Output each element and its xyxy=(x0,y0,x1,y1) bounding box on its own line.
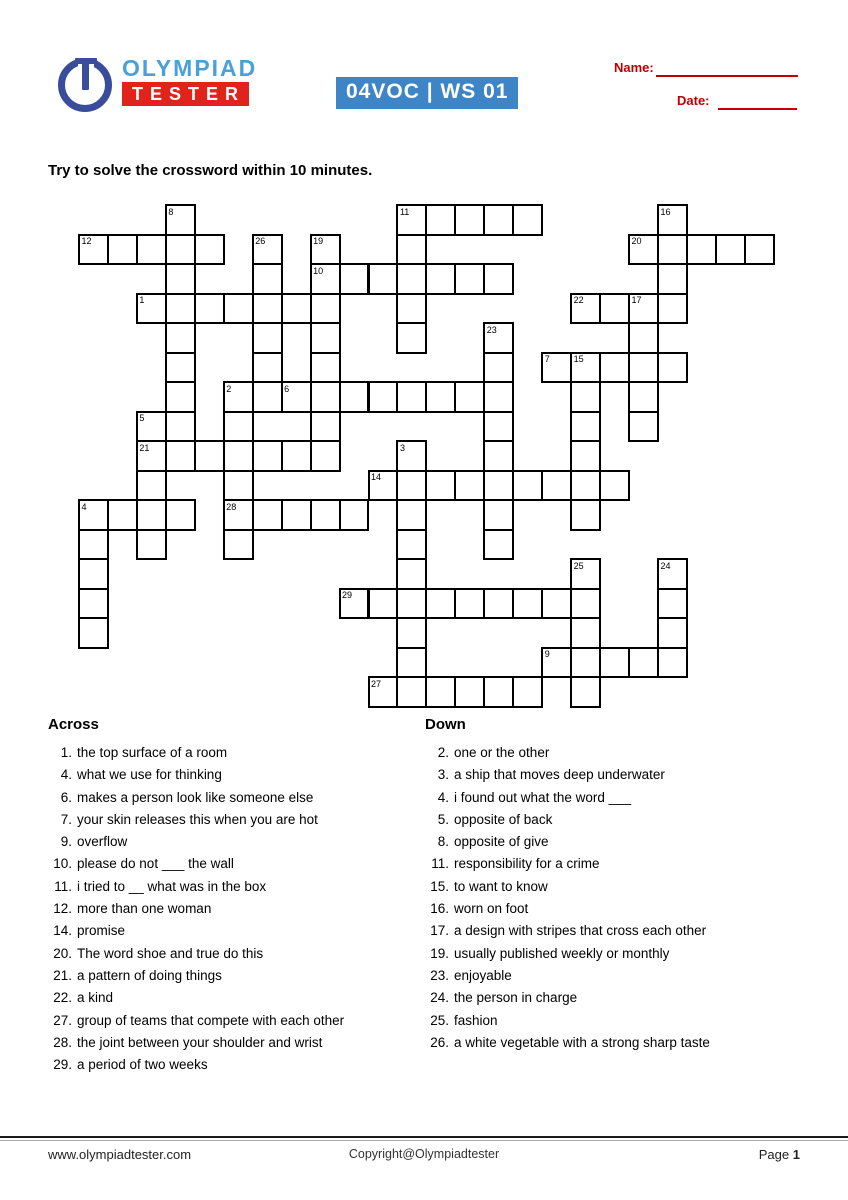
grid-cell-r15c18[interactable] xyxy=(599,647,630,679)
grid-number-23: 23 xyxy=(486,324,497,335)
grid-cell-r5c19[interactable] xyxy=(628,352,659,384)
grid-number-27: 27 xyxy=(371,678,382,689)
grid-cell-r6c3[interactable] xyxy=(165,381,196,413)
grid-cell-r6c9[interactable] xyxy=(339,381,370,413)
grid-cell-r14c20[interactable] xyxy=(657,617,688,649)
grid-cell-r9c5[interactable] xyxy=(223,470,254,502)
clue-number: 1. xyxy=(60,745,72,760)
grid-cell-r7c8[interactable] xyxy=(310,411,341,443)
clue-down-3 xyxy=(425,764,825,786)
grid-cell-r15c16[interactable] xyxy=(541,647,572,679)
clue-text: more than one woman xyxy=(77,901,212,917)
logo-olympiad-text: OLYMPIAD xyxy=(122,55,258,81)
grid-cell-r8c14[interactable] xyxy=(483,440,514,472)
grid-cell-r2c12[interactable] xyxy=(425,263,456,295)
grid-number-20: 20 xyxy=(631,236,642,246)
grid-cell-r4c3[interactable] xyxy=(165,322,196,354)
grid-cell-r3c6[interactable] xyxy=(252,293,283,325)
grid-cell-r8c8[interactable] xyxy=(310,440,341,472)
footer-page-number: Page 1 xyxy=(758,1147,800,1162)
grid-cell-r3c2[interactable] xyxy=(136,293,167,325)
clue-down-19 xyxy=(425,943,825,965)
clue-number: 29. xyxy=(53,1057,72,1073)
clue-text: responsibility for a crime xyxy=(454,856,600,872)
clue-text: what we use for thinking xyxy=(77,767,222,783)
grid-cell-r16c13[interactable] xyxy=(454,676,485,708)
clue-down-2 xyxy=(425,742,825,764)
grid-number-6: 6 xyxy=(284,383,290,394)
grid-cell-r12c20[interactable] xyxy=(657,558,688,590)
grid-cell-r5c8[interactable] xyxy=(310,352,341,384)
grid-cell-r3c5[interactable] xyxy=(223,293,254,325)
grid-cell-r12c11[interactable] xyxy=(396,558,427,590)
clue-down-4 xyxy=(425,787,825,809)
grid-cell-r7c3[interactable] xyxy=(165,411,196,443)
clue-number: 23. xyxy=(430,967,449,983)
clue-number: 6. xyxy=(60,789,72,805)
clue-text: opposite of back xyxy=(454,811,553,827)
grid-cell-r9c18[interactable] xyxy=(599,470,630,502)
grid-cell-r16c17[interactable] xyxy=(570,676,601,708)
grid-cell-r8c11[interactable] xyxy=(396,440,427,472)
grid-cell-r3c3[interactable] xyxy=(165,293,196,325)
grid-cell-r6c17[interactable] xyxy=(570,381,601,413)
instruction-text: Try to solve the crossword within 10 minutes. xyxy=(48,162,373,179)
clue-across-9 xyxy=(48,831,418,853)
grid-number-11: 11 xyxy=(399,206,410,217)
grid-cell-r10c9[interactable] xyxy=(339,499,370,531)
clue-number: 4. xyxy=(437,789,449,805)
clue-number: 11. xyxy=(431,856,449,872)
grid-cell-r8c3[interactable] xyxy=(165,440,196,472)
grid-cell-r14c0[interactable] xyxy=(78,617,109,649)
grid-cell-r3c20[interactable] xyxy=(657,293,688,325)
clue-number: 9. xyxy=(60,834,72,850)
grid-cell-r12c17[interactable] xyxy=(570,558,601,590)
grid-cell-r2c14[interactable] xyxy=(483,263,514,295)
grid-cell-r16c12[interactable] xyxy=(425,676,456,708)
grid-cell-r15c11[interactable] xyxy=(396,647,427,679)
grid-number-10: 10 xyxy=(313,265,324,276)
clue-text: i tried to __ what was in the box xyxy=(77,878,267,894)
grid-cell-r10c0[interactable] xyxy=(78,499,109,531)
clue-down-15 xyxy=(425,876,825,898)
worksheet-title-badge: 04VOC | WS 01 xyxy=(336,77,518,109)
grid-cell-r9c10[interactable] xyxy=(368,470,399,502)
grid-cell-r13c13[interactable] xyxy=(454,588,485,620)
grid-number-17: 17 xyxy=(631,295,642,305)
clue-text: The word shoe and true do this xyxy=(77,945,264,961)
grid-cell-r12c0[interactable] xyxy=(78,558,109,590)
olympiadtester-logo xyxy=(58,56,288,116)
clue-text: to want to know xyxy=(454,878,548,894)
grid-cell-r0c20[interactable] xyxy=(657,204,688,236)
grid-cell-r1c22[interactable] xyxy=(715,234,746,266)
grid-cell-r10c1[interactable] xyxy=(107,499,138,531)
grid-cell-r6c5[interactable] xyxy=(223,381,254,413)
clue-text: a period of two weeks xyxy=(77,1057,208,1073)
grid-number-16: 16 xyxy=(660,206,671,217)
grid-cell-r4c8[interactable] xyxy=(310,322,341,354)
grid-cell-r13c14[interactable] xyxy=(483,588,514,620)
clue-number: 14. xyxy=(53,923,72,939)
grid-cell-r16c15[interactable] xyxy=(512,676,543,708)
clue-across-7 xyxy=(48,809,418,831)
grid-cell-r4c19[interactable] xyxy=(628,322,659,354)
grid-cell-r5c6[interactable] xyxy=(252,352,283,384)
grid-cell-r4c6[interactable] xyxy=(252,322,283,354)
clue-number: 11. xyxy=(54,878,72,894)
grid-cell-r6c12[interactable] xyxy=(425,381,456,413)
clue-down-25 xyxy=(425,1010,825,1032)
grid-cell-r8c6[interactable] xyxy=(252,440,283,472)
clue-across-21 xyxy=(48,965,418,987)
clue-across-1 xyxy=(48,742,418,764)
grid-cell-r13c9[interactable] xyxy=(339,588,370,620)
clue-text: worn on foot xyxy=(454,901,529,917)
grid-number-15: 15 xyxy=(573,354,584,364)
grid-cell-r13c0[interactable] xyxy=(78,588,109,620)
clue-number: 17. xyxy=(430,923,449,939)
clue-text: overflow xyxy=(77,834,128,850)
clue-number: 26. xyxy=(430,1034,449,1050)
date-input-line[interactable] xyxy=(718,108,797,110)
grid-cell-r10c8[interactable] xyxy=(310,499,341,531)
grid-cell-r1c19[interactable] xyxy=(628,234,659,266)
logo-text xyxy=(122,56,257,106)
grid-number-24: 24 xyxy=(660,560,671,571)
grid-cell-r13c17[interactable] xyxy=(570,588,601,620)
clue-text: the person in charge xyxy=(454,990,578,1006)
grid-cell-r10c5[interactable] xyxy=(223,499,254,531)
grid-cell-r9c12[interactable] xyxy=(425,470,456,502)
grid-cell-r10c3[interactable] xyxy=(165,499,196,531)
grid-cell-r16c11[interactable] xyxy=(396,676,427,708)
grid-cell-r5c14[interactable] xyxy=(483,352,514,384)
grid-cell-r10c14[interactable] xyxy=(483,499,514,531)
grid-cell-r15c17[interactable] xyxy=(570,647,601,679)
clue-across-29 xyxy=(48,1054,418,1076)
clue-across-28 xyxy=(48,1032,418,1054)
grid-cell-r0c15[interactable] xyxy=(512,204,543,236)
grid-cell-r8c5[interactable] xyxy=(223,440,254,472)
grid-number-1: 1 xyxy=(139,295,145,305)
grid-cell-r1c4[interactable] xyxy=(194,234,225,266)
clue-down-8 xyxy=(425,831,825,853)
clue-across-20 xyxy=(48,943,418,965)
grid-cell-r0c3[interactable] xyxy=(165,204,196,236)
logo-t-icon-stem xyxy=(82,58,89,90)
grid-cell-r10c11[interactable] xyxy=(396,499,427,531)
clue-text: opposite of give xyxy=(454,834,549,850)
grid-cell-r5c18[interactable] xyxy=(599,352,630,384)
grid-cell-r1c6[interactable] xyxy=(252,234,283,266)
grid-cell-r8c17[interactable] xyxy=(570,440,601,472)
grid-cell-r11c14[interactable] xyxy=(483,529,514,561)
grid-cell-r10c17[interactable] xyxy=(570,499,601,531)
clue-number: 25. xyxy=(430,1012,449,1028)
footer-copyright: Copyright@Olympiadtester xyxy=(348,1147,500,1161)
clue-number: 3. xyxy=(437,767,449,783)
grid-cell-r3c18[interactable] xyxy=(599,293,630,325)
grid-cell-r1c1[interactable] xyxy=(107,234,138,266)
clue-text: i found out what the word ___ xyxy=(454,789,632,805)
grid-cell-r1c0[interactable] xyxy=(78,234,109,266)
clue-number: 4. xyxy=(60,767,72,783)
grid-cell-r9c11[interactable] xyxy=(396,470,427,502)
grid-number-3: 3 xyxy=(399,442,405,453)
grid-cell-r16c10[interactable] xyxy=(368,676,399,708)
grid-number-28: 28 xyxy=(226,501,237,512)
grid-cell-r1c2[interactable] xyxy=(136,234,167,266)
clue-number: 5. xyxy=(437,811,449,827)
grid-cell-r14c11[interactable] xyxy=(396,617,427,649)
clue-number: 20. xyxy=(53,945,72,961)
name-label: Name: xyxy=(614,60,654,75)
grid-number-14: 14 xyxy=(371,472,382,482)
grid-cell-r10c6[interactable] xyxy=(252,499,283,531)
grid-cell-r2c9[interactable] xyxy=(339,263,370,295)
clue-text: makes a person look like someone else xyxy=(77,789,314,805)
across-clue-list xyxy=(48,742,418,1076)
grid-number-26: 26 xyxy=(255,236,266,246)
grid-cell-r2c13[interactable] xyxy=(454,263,485,295)
clue-number: 19. xyxy=(430,945,449,961)
clue-text: a kind xyxy=(77,990,114,1006)
clue-across-14 xyxy=(48,920,418,942)
grid-cell-r2c20[interactable] xyxy=(657,263,688,295)
footer-rule xyxy=(0,1136,848,1138)
clue-number: 8. xyxy=(437,834,449,850)
clue-number: 2. xyxy=(437,745,449,760)
clue-text: enjoyable xyxy=(454,967,512,983)
grid-cell-r9c17[interactable] xyxy=(570,470,601,502)
grid-cell-r1c3[interactable] xyxy=(165,234,196,266)
clue-down-5 xyxy=(425,809,825,831)
grid-cell-r6c10[interactable] xyxy=(368,381,399,413)
clue-down-16 xyxy=(425,898,825,920)
grid-cell-r13c20[interactable] xyxy=(657,588,688,620)
clue-text: the joint between your shoulder and wrist xyxy=(77,1034,323,1050)
grid-cell-r2c8[interactable] xyxy=(310,263,341,295)
grid-number-9: 9 xyxy=(544,649,550,659)
clue-text: a ship that moves deep underwater xyxy=(454,767,665,783)
grid-cell-r0c11[interactable] xyxy=(396,204,427,236)
grid-number-25: 25 xyxy=(573,560,584,571)
clue-number: 24. xyxy=(430,990,449,1006)
grid-cell-r16c14[interactable] xyxy=(483,676,514,708)
grid-cell-r1c20[interactable] xyxy=(657,234,688,266)
grid-cell-r3c19[interactable] xyxy=(628,293,659,325)
grid-cell-r14c17[interactable] xyxy=(570,617,601,649)
grid-cell-r3c7[interactable] xyxy=(281,293,312,325)
clue-text: please do not ___ the wall xyxy=(77,856,234,872)
clue-number: 10. xyxy=(53,856,72,872)
grid-cell-r2c10[interactable] xyxy=(368,263,399,295)
grid-cell-r8c2[interactable] xyxy=(136,440,167,472)
clue-number: 7. xyxy=(60,811,72,827)
clue-text: group of teams that compete with each other xyxy=(77,1012,345,1028)
grid-cell-r6c11[interactable] xyxy=(396,381,427,413)
grid-cell-r2c3[interactable] xyxy=(165,263,196,295)
grid-cell-r5c20[interactable] xyxy=(657,352,688,384)
clue-number: 16. xyxy=(430,901,449,917)
grid-cell-r6c6[interactable] xyxy=(252,381,283,413)
logo-tester-text: TESTER xyxy=(122,82,249,106)
grid-cell-r8c7[interactable] xyxy=(281,440,312,472)
clue-across-6 xyxy=(48,787,418,809)
clue-number: 28. xyxy=(53,1034,72,1050)
clue-number: 15. xyxy=(430,878,449,894)
grid-cell-r15c20[interactable] xyxy=(657,647,688,679)
clue-text: a white vegetable with a strong sharp taste xyxy=(454,1034,710,1050)
grid-number-21: 21 xyxy=(139,442,150,453)
down-heading: Down xyxy=(425,716,466,733)
clue-down-23 xyxy=(425,965,825,987)
grid-cell-r8c4[interactable] xyxy=(194,440,225,472)
clue-down-17 xyxy=(425,920,825,942)
grid-cell-r13c12[interactable] xyxy=(425,588,456,620)
grid-cell-r9c15[interactable] xyxy=(512,470,543,502)
grid-cell-r1c11[interactable] xyxy=(396,234,427,266)
grid-number-22: 22 xyxy=(573,295,584,305)
clue-down-24 xyxy=(425,987,825,1009)
grid-cell-r11c5[interactable] xyxy=(223,529,254,561)
clue-text: usually published weekly or monthly xyxy=(454,945,670,961)
grid-cell-r11c0[interactable] xyxy=(78,529,109,561)
grid-cell-r5c3[interactable] xyxy=(165,352,196,384)
grid-cell-r6c19[interactable] xyxy=(628,381,659,413)
grid-cell-r6c13[interactable] xyxy=(454,381,485,413)
grid-cell-r7c17[interactable] xyxy=(570,411,601,443)
grid-cell-r1c23[interactable] xyxy=(744,234,775,266)
grid-cell-r1c21[interactable] xyxy=(686,234,717,266)
clue-text: a pattern of doing things xyxy=(77,967,222,983)
clue-text: promise xyxy=(77,923,126,939)
clue-text: one or the other xyxy=(454,745,550,760)
clue-across-4 xyxy=(48,764,418,786)
grid-cell-r5c16[interactable] xyxy=(541,352,572,384)
clue-number: 21. xyxy=(53,967,72,983)
grid-cell-r3c17[interactable] xyxy=(570,293,601,325)
clue-down-11 xyxy=(425,853,825,875)
grid-number-4: 4 xyxy=(81,501,87,512)
grid-cell-r7c2[interactable] xyxy=(136,411,167,443)
clue-across-27 xyxy=(48,1010,418,1032)
grid-cell-r5c17[interactable] xyxy=(570,352,601,384)
grid-cell-r4c14[interactable] xyxy=(483,322,514,354)
grid-cell-r7c14[interactable] xyxy=(483,411,514,443)
clue-across-22 xyxy=(48,987,418,1009)
grid-number-2: 2 xyxy=(226,383,232,394)
grid-cell-r2c6[interactable] xyxy=(252,263,283,295)
grid-cell-r0c14[interactable] xyxy=(483,204,514,236)
grid-cell-r13c16[interactable] xyxy=(541,588,572,620)
grid-cell-r7c5[interactable] xyxy=(223,411,254,443)
grid-cell-r11c2[interactable] xyxy=(136,529,167,561)
grid-cell-r9c13[interactable] xyxy=(454,470,485,502)
grid-cell-r10c2[interactable] xyxy=(136,499,167,531)
clue-number: 12. xyxy=(53,901,72,917)
grid-cell-r10c7[interactable] xyxy=(281,499,312,531)
down-clue-list xyxy=(425,742,825,1054)
grid-cell-r3c8[interactable] xyxy=(310,293,341,325)
grid-cell-r6c7[interactable] xyxy=(281,381,312,413)
grid-number-7: 7 xyxy=(544,354,550,364)
clue-text: your skin releases this when you are hot xyxy=(77,811,318,827)
grid-cell-r3c11[interactable] xyxy=(396,293,427,325)
grid-cell-r15c19[interactable] xyxy=(628,647,659,679)
footer-website: www.olympiadtester.com xyxy=(48,1147,192,1162)
across-heading: Across xyxy=(48,716,99,733)
clue-text: a design with stripes that cross each other xyxy=(454,923,707,939)
date-label: Date: xyxy=(677,93,710,108)
grid-number-8: 8 xyxy=(168,206,174,217)
grid-cell-r2c11[interactable] xyxy=(396,263,427,295)
clue-number: 27. xyxy=(53,1012,72,1028)
grid-number-29: 29 xyxy=(342,590,353,600)
grid-cell-r9c2[interactable] xyxy=(136,470,167,502)
grid-cell-r3c4[interactable] xyxy=(194,293,225,325)
grid-cell-r13c10[interactable] xyxy=(368,588,399,620)
grid-cell-r6c14[interactable] xyxy=(483,381,514,413)
grid-cell-r9c16[interactable] xyxy=(541,470,572,502)
footer-rule-thin xyxy=(0,1140,848,1141)
grid-cell-r7c19[interactable] xyxy=(628,411,659,443)
name-input-line[interactable] xyxy=(656,75,798,77)
grid-cell-r4c11[interactable] xyxy=(396,322,427,354)
grid-cell-r6c8[interactable] xyxy=(310,381,341,413)
grid-cell-r1c8[interactable] xyxy=(310,234,341,266)
clue-down-26 xyxy=(425,1032,825,1054)
grid-cell-r0c12[interactable] xyxy=(425,204,456,236)
clue-text: the top surface of a room xyxy=(77,745,228,760)
clue-number: 22. xyxy=(53,990,72,1006)
grid-cell-r13c11[interactable] xyxy=(396,588,427,620)
clue-across-12 xyxy=(48,898,418,920)
grid-cell-r13c15[interactable] xyxy=(512,588,543,620)
grid-number-19: 19 xyxy=(313,236,324,246)
grid-cell-r0c13[interactable] xyxy=(454,204,485,236)
grid-cell-r9c14[interactable] xyxy=(483,470,514,502)
grid-number-5: 5 xyxy=(139,413,145,423)
clue-text: fashion xyxy=(454,1012,498,1028)
clue-across-10 xyxy=(48,853,418,875)
clue-across-11 xyxy=(48,876,418,898)
grid-number-12: 12 xyxy=(81,236,92,246)
grid-cell-r11c11[interactable] xyxy=(396,529,427,561)
